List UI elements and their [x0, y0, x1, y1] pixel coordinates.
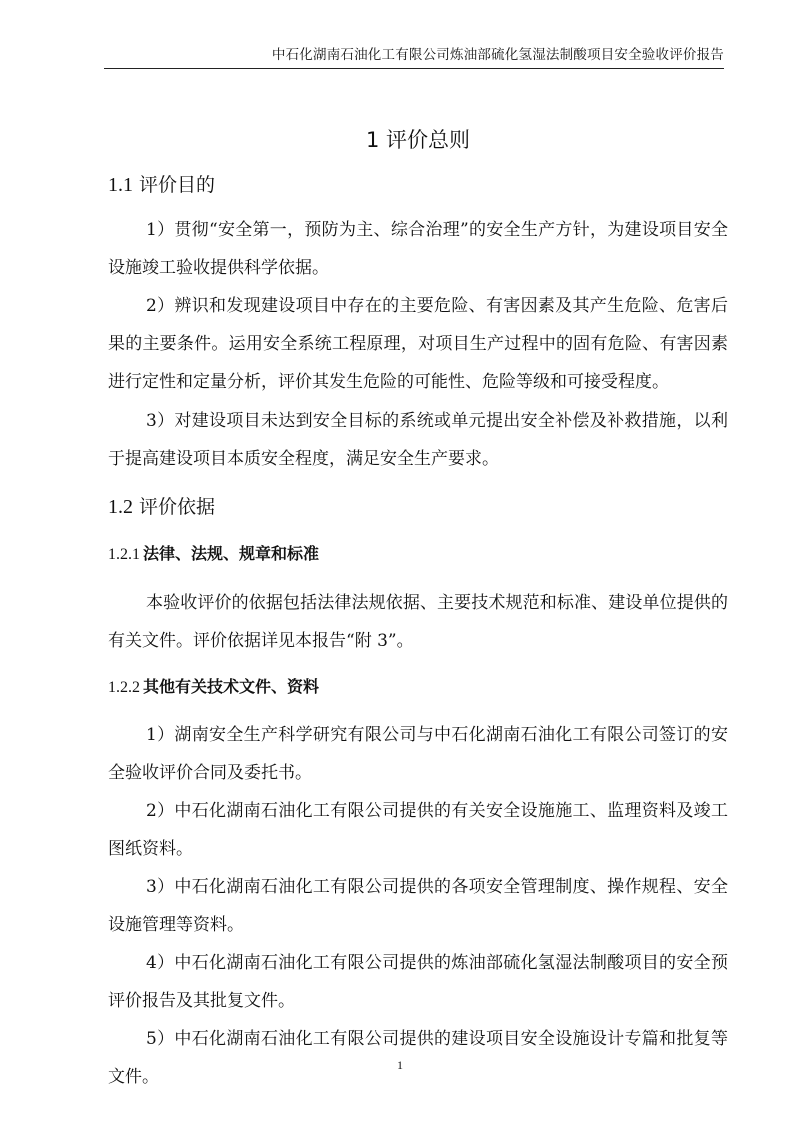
- paragraph: 4）中石化湖南石油化工有限公司提供的炼油部硫化氢湿法制酸项目的安全预评价报告及其批复文件。: [108, 953, 728, 1011]
- paragraph: 2）中石化湖南石油化工有限公司提供的有关安全设施施工、监理资料及竣工图纸资料。: [108, 801, 728, 859]
- section-number: 1.2: [108, 496, 133, 518]
- paragraph: 1）贯彻“安全第一，预防为主、综合治理”的安全生产方针，为建设项目安全设施竣工验收提供科学依据。: [108, 220, 728, 278]
- section-1-1-heading: [108, 170, 215, 197]
- paragraph: 1）湖南安全生产科学研究有限公司与中石化湖南石油化工有限公司签订的安全验收评价合同及委托书。: [108, 725, 728, 783]
- subsection-1-2-2-heading: [108, 674, 319, 697]
- running-header: [104, 40, 724, 69]
- paragraph: 3）中石化湖南石油化工有限公司提供的各项安全管理制度、操作规程、安全设施管理等资料。: [108, 877, 728, 935]
- paragraph: 3）对建设项目未达到安全目标的系统或单元提出安全补偿及补救措施，以利于提高建设项目本质安全程度，满足安全生产要求。: [108, 411, 728, 469]
- chapter-title: 1 评价总则: [365, 128, 471, 152]
- page-number: 1: [397, 1058, 403, 1072]
- subsection-title: 法律、法规、规章和标准: [143, 544, 320, 563]
- section-title: 评价依据: [139, 496, 216, 518]
- subsection-number: 1.2.1: [108, 546, 140, 563]
- section-number: 1.1: [108, 174, 133, 196]
- paragraph: 5）中石化湖南石油化工有限公司提供的建设项目安全设施设计专篇和批复等文件。: [108, 1029, 728, 1087]
- subsection-1-2-1-heading: [108, 541, 319, 564]
- subsection-title: 其他有关技术文件、资料: [143, 677, 320, 696]
- header-title: 中石化湖南石油化工有限公司炼油部硫化氢湿法制酸项目安全验收评价报告: [271, 47, 724, 63]
- paragraph: 2）辨识和发现建设项目中存在的主要危险、有害因素及其产生危险、危害后果的主要条件。运用安全系统工程原理，对项目生产过程中的固有危险、有害因素进行定性和定量分析，评价其发生危险的可能性、危险等级和可接受程度。: [108, 296, 728, 392]
- section-title: 评价目的: [139, 174, 216, 196]
- section-1-2-heading: [108, 492, 215, 519]
- paragraph: 本验收评价的依据包括法律法规依据、主要技术规范和标准、建设单位提供的有关文件。评价依据详见本报告“附 3”。: [108, 593, 728, 651]
- subsection-number: 1.2.2: [108, 679, 140, 696]
